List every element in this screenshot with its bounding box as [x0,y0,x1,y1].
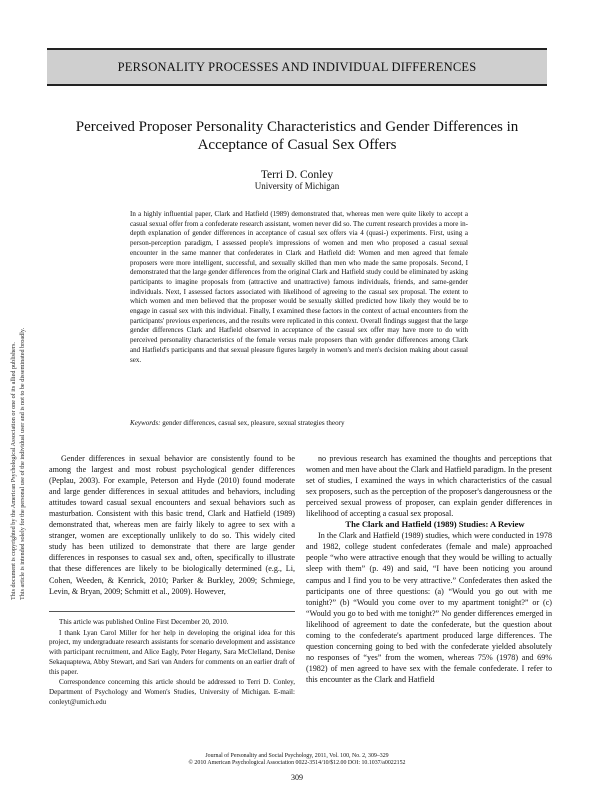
section-banner [47,48,547,86]
journal-info [0,753,594,767]
copyright-line: © 2010 American Psychological Association 0022-3514/10/$12.00 DOI: 10.1037/a0022152 [188,760,406,766]
side-notice-line: This document is copyrighted by the American Psychological Association or one of its allied publishers. [10,342,17,600]
footnote-acknowledgments: I thank Lyan Carol Miller for her help in developing the original idea for this project, my undergraduate research assistants for scenario development and assistance with participant recruitment, and Alice Eagly, Peter Hegarty, Sara McClelland, Denise Sekaquaptewa, Abby Stewart, and Sari van Anders for comments on an earlier draft of this paper. [49,628,295,676]
keywords-text: gender differences, casual sex, pleasure, sexual strategies theory [162,419,345,427]
keywords-label: Keywords: [130,419,161,427]
page-number: 309 [291,773,303,782]
article-title: Perceived Proposer Personality Characteristics and Gender Differences in Acceptance of Casual Sex Offers [75,119,519,153]
body-paragraph: In the Clark and Hatfield (1989) studies, which were conducted in 1978 and 1982, college student confederates (female and male) approached people “who were attractive enough that they would be willing to actually sleep with them” (p. 49) and said, “I have been noticing you around campus and I find you to be very attractive.” Confederates then asked the participants one of three questions: (a) “Would you go out with me tonight?” (b) “Would you come over to my apartment tonight?” or (c) “Would you go to bed with me tonight?” No gender differences emerged in likelihood of agreement to date the confederate, but the question about coming to the confederate's apartment produced large differences. The question concerning going to bed with the confederate yielded absolutely no responses of “yes” from the women, whereas 75% (1978) and 69% (1982) of men agreed to have sex with the female confederate. I refer to this encounter as the Clark and Hatfield [306,531,552,684]
section-banner-text: PERSONALITY PROCESSES AND INDIVIDUAL DIFFERENCES [117,59,477,74]
section-heading: The Clark and Hatfield (1989) Studies: A Review [345,519,525,530]
author-name: Terri D. Conley [260,169,334,181]
body-paragraph: Gender differences in sexual behavior are consistently found to be among the largest and most robust psychological gender differences (Peplau, 2003). For example, Peterson and Hyde (2010) found moderate and large gender differences in sexual attitudes and behaviors, including attitudes toward casual sexual encounters and sexual behaviors such as masturbation. Consistent with this basic trend, Clark and Hatfield (1989) demonstrated that, whereas men are fairly likely to agree to sex with a stranger, women are exceptionally unlikely to do so. This widely cited study has been utilized to demonstrate that there are large gender differences in responses to casual sex and, often, specifically to illustrate that these differences are likely to be biologically determined (e.g., Li, Cohen, Weeden, & Kenrick, 2010; Parker & Burkley, 2009; Schmiege, Levin, & Bryan, 2009; Schmitt et al., 2009). However, [49,454,295,596]
abstract: In a highly influential paper, Clark and Hatfield (1989) demonstrated that, whereas men were quite likely to accept a casual sexual offer from a confederate research assistant, women never did so. The current research provides a more in-depth explanation of gender differences in acceptance of casual sex offers via 4 (quasi-) experiments. First, using a person-perception paradigm, I assessed people's impressions of women and men who proposed a casual sexual encounter in the same manner that confederates in Clark and Hatfield did: Women and men agreed that female proposers were more intelligent, successful, and sexually skilled than men who made the same proposals. Second, I demonstrated that the large gender differences from the original Clark and Hatfield study could be eliminated by asking participants to imagine proposals from (attractive and unattractive) famous individuals, friends, and same-gender individuals. Next, I assessed factors associated with likelihood of agreeing to the casual sex proposal. The extent to which women and men believed that the proposer would be sexually skilled predicted how likely they would be to engage in casual sex with this individual. Finally, I examined these factors in the context of actual encounters from the participants' previous experiences, and the results were replicated in this context. Overall findings suggest that the large gender differences Clark and Hatfield observed in acceptance of the casual sex offer may have more to do with perceived personality characteristics of the female versus male proposers than with gender differences among Clark and Hatfield's participants and that sexual pleasure figures largely in women's and men's decision making about casual sex. [130,210,468,364]
body-column-left [49,453,295,597]
footnote-correspondence: Correspondence concerning this article should be addressed to Terri D. Conley, Department of Psychology and Women's Studies, University of Michigan. E-mail: conleyt@umich.edu [49,678,295,706]
footnotes [49,611,295,708]
author-affiliation: University of Michigan [254,181,340,191]
body-paragraph: no previous research has examined the thoughts and perceptions that women and men have about the Clark and Hatfield paradigm. In the present set of studies, I examined the ways in which characteristics of the casual sex proposers, such as the perception of the proposer's dangerousness or the perceived sexual prowess of proposer, can explain gender differences in likelihood of accepting a casual sex proposal. [306,454,552,519]
keywords [130,419,468,429]
side-notice-line: This article is intended solely for the personal use of the individual user and is not to be disseminated broadly. [19,327,26,600]
copyright-side-notice [9,220,27,600]
body-column-right [306,453,552,685]
journal-citation: Journal of Personality and Social Psychology, 2011, Vol. 100, No. 2, 309–329 [205,753,389,759]
footnote-published: This article was published Online First December 20, 2010. [59,618,229,626]
